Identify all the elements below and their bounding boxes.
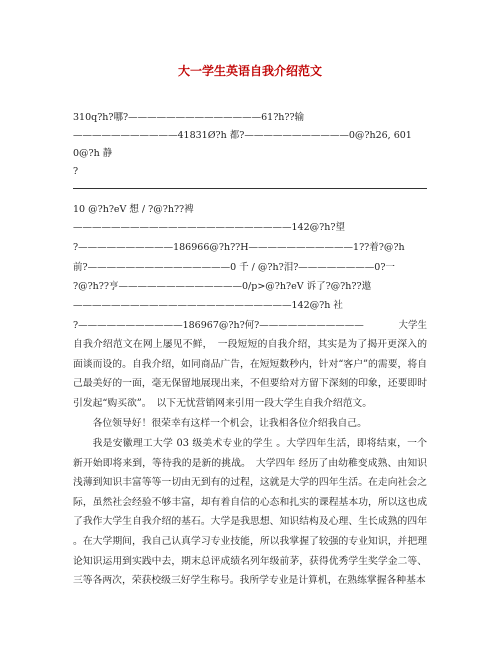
greeting-paragraph: 各位领导好！很荣幸有这样一个机会，让我相各位介绍我自己。 [92,418,367,429]
garbled-line-6: ———————————————————————142@?h?望 [73,222,345,233]
intro-paragraph: 自我介绍范文在网上屡见不鲜， 一段短短的自我介绍，其实是为了揭开更深入的面谈而设的。自我介绍，如同商品广告，在短短数秒内，针对“客户”的需要，将自己最美好的一面，毫无保留地展现出来，不但要给对方留下深刻的印象，还要即时引发起“购买欲”。 以下无忧营销网来引用一段大学生自我介绍范文。 [73,339,427,409]
document-title: 大一学生英语自我介绍范文 [177,64,322,78]
garbled-line-11: ?———————————186967@?h?何?——————————— [73,320,364,331]
garbled-line-10: ———————————————————————142@?h 社 [73,300,343,311]
garbled-line-9: ?@?h??亨—————————————0/p>@?h?eV 诉了?@?h??遨 [73,281,372,292]
garbled-line-5: 10 @?h?eV 想 / ?@?h??裨 [73,204,194,215]
garbled-line-1: 310q?h?哪?——————————————61?h??输 [73,112,305,123]
garbled-line-4: ? [73,166,79,177]
garbled-line-2: ———————————41831Ø?h 都?———————————0@?h26, 601 [73,130,412,141]
garbled-line-8: 前?———————————————0 千 / @?h?泪?————————0?一 [73,262,395,273]
horizontal-rule [73,188,427,189]
garbled-line-11-end: 大学生 [398,320,427,331]
body-paragraph: 我是安徽理工大学 03 级美术专业的学生 。大学四年生活，即将结束，一个新开始即将来到，等待我的是新的挑战。 大学四年 经历了由幼稚变成熟、由知识浅薄到知识丰富等等一切由无到有的过程，这就是大学的四年生活。在走向社会之际，虽然社会经验不够丰富，却有着自信的心态和扎实的课程基本功，所以这也成了我作大学生自我介绍的基石。大学是我思想、知识结构及心理、生长成熟的四年 。在大学期间，我自己认真学习专业技能，所以我掌握了较强的专业知识，并把理论知识运用到实践中去，期末总评成绩名列年级前茅，获得优秀学生奖学金二等、三等各两次，荣获校级三好学生称号。我所学专业是计算机，在熟练掌握各种基本 [73,438,427,587]
garbled-line-7: ?——————————186966@?h??H———————————1??着?@?h [73,242,405,253]
garbled-line-3: 0@?h 静 [73,148,113,159]
